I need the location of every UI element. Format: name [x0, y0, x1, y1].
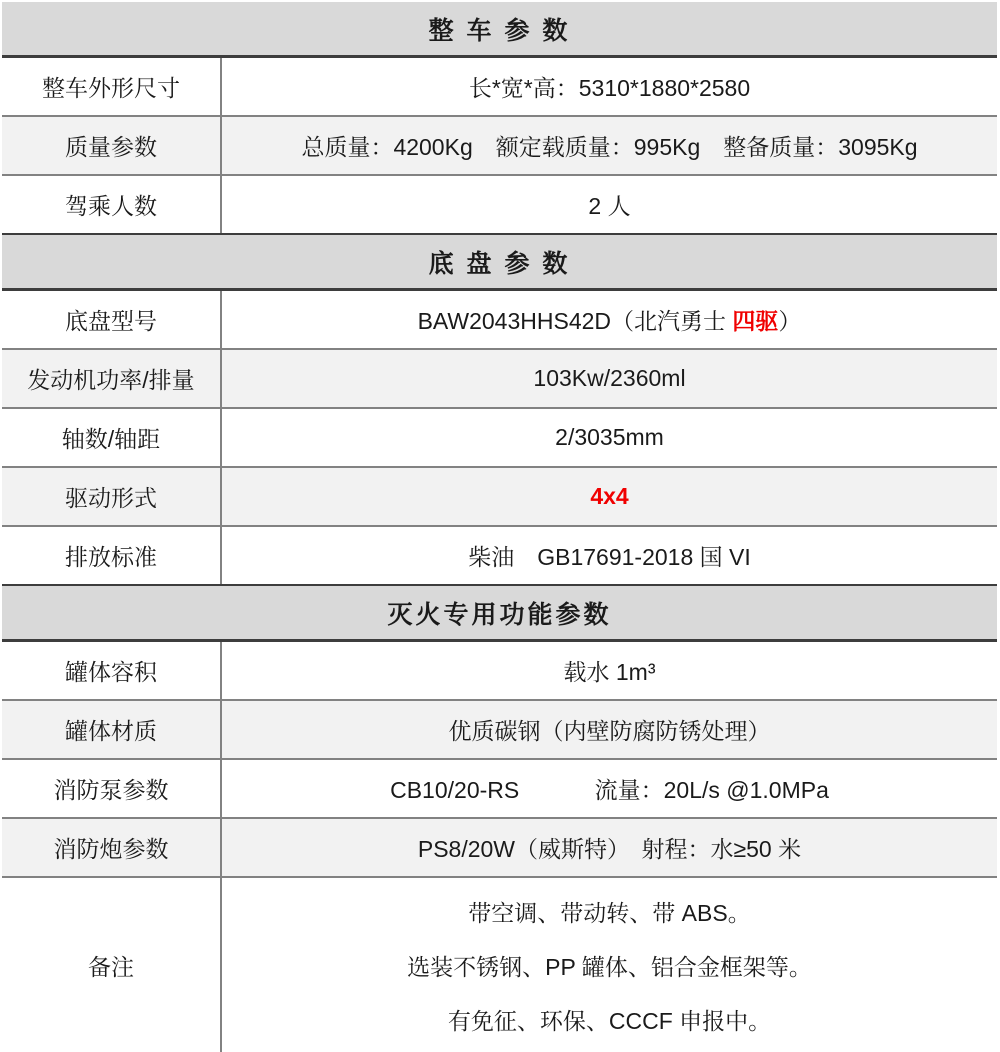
section-chassis-params: [2, 233, 997, 584]
table-row-remarks: [2, 878, 997, 1052]
section-header-vehicle: 整 车 参 数: [2, 2, 997, 58]
remark-line: 有免征、环保、CCCF 申报中。: [447, 1007, 772, 1034]
remark-line: 选装不锈钢、PP 罐体、铝合金框架等。: [407, 953, 812, 980]
row-label: 驾乘人数: [65, 193, 157, 219]
row-value: 载水 1m³: [220, 642, 997, 699]
table-row-crew: [2, 176, 997, 233]
row-value: [220, 468, 997, 525]
value-highlight: 4x4: [590, 483, 629, 509]
value-text: ）: [778, 308, 802, 334]
table-row-tank-material: [2, 701, 997, 760]
row-value: 2/3035mm: [220, 409, 997, 466]
vehicle-spec-table: [2, 2, 997, 1052]
row-label: 底盘型号: [65, 308, 157, 334]
row-label: 驱动形式: [65, 485, 157, 511]
row-value: [220, 878, 997, 1052]
section-header-firefighting: 灭火专用功能参数: [2, 584, 997, 642]
table-row-emission: [2, 527, 997, 584]
row-value: 柴油 GB17691-2018 国 VI: [220, 527, 997, 584]
row-label: 消防泵参数: [53, 777, 169, 803]
row-value: 2 人: [220, 176, 997, 233]
remark-line: 带空调、带动转、带 ABS。: [468, 899, 751, 926]
value-text: BAW2043HHS42D（北汽勇士: [417, 308, 733, 334]
row-label: 整车外形尺寸: [42, 75, 180, 101]
row-value: [220, 291, 997, 348]
table-row-drive-type: [2, 468, 997, 527]
row-value: 103Kw/2360ml: [220, 350, 997, 407]
table-row-tank-volume: [2, 642, 997, 701]
row-label: 罐体材质: [65, 718, 157, 744]
table-row-fire-pump: [2, 760, 997, 819]
section-vehicle-params: [2, 2, 997, 233]
row-label: 发动机功率/排量: [27, 367, 195, 393]
row-label: 排放标准: [65, 544, 157, 570]
row-value: 总质量：4200Kg 额定载质量：995Kg 整备质量：3095Kg: [220, 117, 997, 174]
row-label: 消防炮参数: [53, 836, 169, 862]
row-value: CB10/20-RS 流量：20L/s @1.0MPa: [220, 760, 997, 817]
value-highlight: 四驱: [732, 308, 779, 334]
row-label: 轴数/轴距: [61, 426, 161, 452]
table-row-fire-monitor: [2, 819, 997, 878]
section-header-chassis: 底 盘 参 数: [2, 233, 997, 291]
table-row-mass: [2, 117, 997, 176]
row-label: 质量参数: [65, 134, 157, 160]
row-value: 长*宽*高：5310*1880*2580: [220, 58, 997, 115]
table-row-axles: [2, 409, 997, 468]
row-label: 罐体容积: [65, 659, 157, 685]
table-row-chassis-model: [2, 291, 997, 350]
row-value: 优质碳钢（内壁防腐防锈处理）: [220, 701, 997, 758]
table-row-dimensions: [2, 58, 997, 117]
table-row-engine: [2, 350, 997, 409]
row-value: PS8/20W（威斯特） 射程：水≥50 米: [220, 819, 997, 876]
row-label: 备注: [88, 953, 134, 980]
section-firefighting-params: [2, 584, 997, 1052]
